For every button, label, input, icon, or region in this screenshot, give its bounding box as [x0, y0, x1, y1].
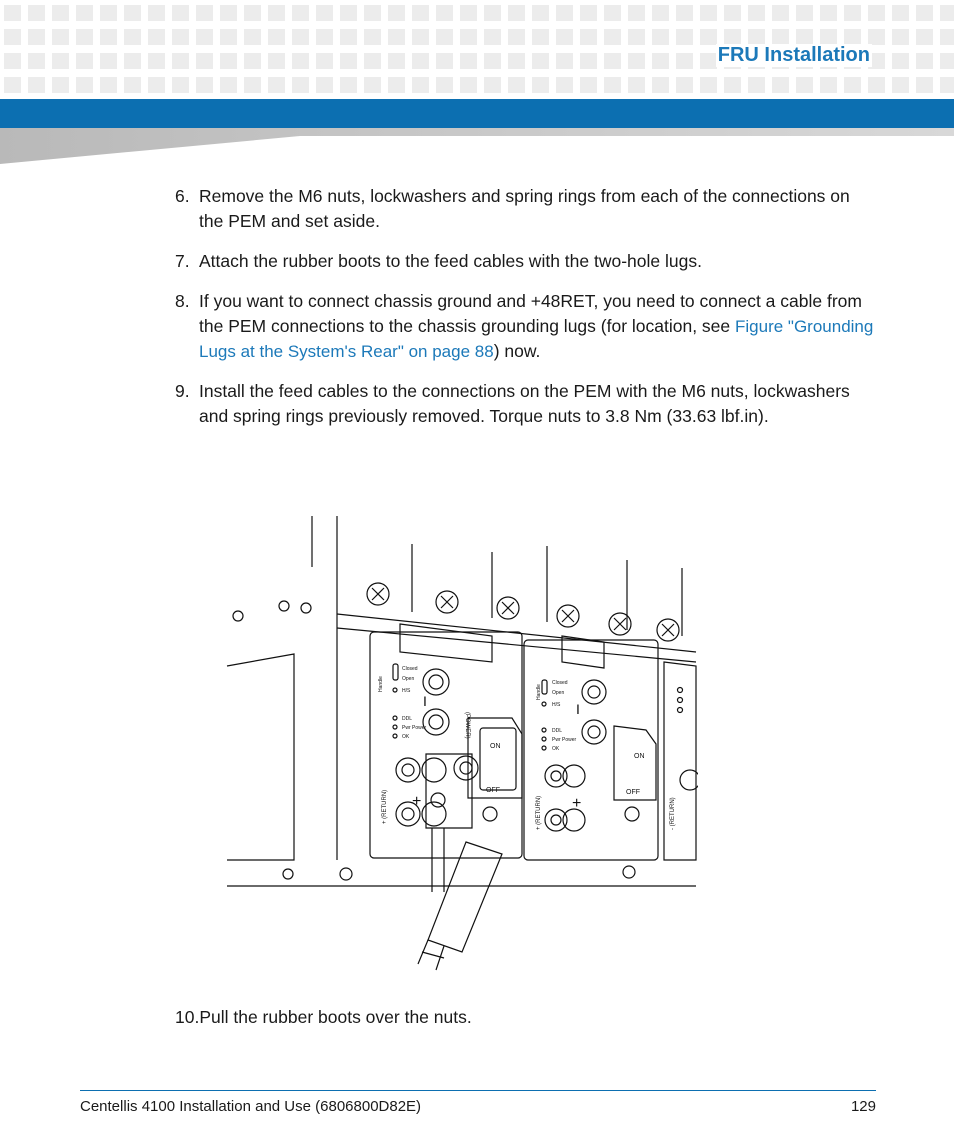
header-tile [76, 29, 93, 45]
header-tile [508, 29, 525, 45]
svg-text:OFF: OFF [626, 789, 640, 796]
header-tile [772, 5, 789, 21]
header-tile [532, 77, 549, 93]
instruction-steps [175, 184, 875, 444]
header-tile [124, 77, 141, 93]
header-tile [28, 29, 45, 45]
header-grey-band [0, 128, 954, 164]
header-tile [652, 5, 669, 21]
footer-page-number: 129 [850, 1098, 876, 1115]
header-tile [604, 29, 621, 45]
header-tile [4, 53, 21, 69]
rubber-boot-cable [418, 828, 502, 970]
header-tile [148, 29, 165, 45]
header-tile [196, 53, 213, 69]
step-text-before: If you want to connect chassis ground and +48RET, you need to connect a cable from the PEM connections to the chassis grounding lugs (for location, see [199, 291, 862, 336]
step-10: 10.Pull the rubber boots over the nuts. [175, 1007, 472, 1027]
header-tile [316, 77, 333, 93]
footer-rule [80, 1090, 876, 1091]
header-tile [772, 77, 789, 93]
header-tile [892, 29, 909, 45]
svg-text:DDL: DDL [552, 728, 563, 734]
header-tile [676, 77, 693, 93]
header-tile [148, 5, 165, 21]
header-tile [532, 5, 549, 21]
header-tile [292, 53, 309, 69]
svg-text:(POWER): (POWER) [464, 712, 470, 739]
header-tile [220, 5, 237, 21]
header-tile [460, 53, 477, 69]
pem-cable-illustration [222, 512, 698, 974]
header-tile [532, 29, 549, 45]
header-tile [916, 53, 933, 69]
header-tile [676, 53, 693, 69]
header-accent-bar [0, 99, 954, 128]
svg-text:OFF: OFF [486, 787, 500, 794]
header-tile [412, 77, 429, 93]
svg-text:Closed: Closed [402, 666, 418, 672]
header-tile [364, 77, 381, 93]
header-tile [172, 77, 189, 93]
header-tile [52, 29, 69, 45]
svg-text:OK: OK [552, 746, 560, 752]
header-tile [28, 77, 45, 93]
header-tile [52, 77, 69, 93]
header-tile [700, 5, 717, 21]
svg-text:+: + [572, 795, 582, 812]
svg-text:Open: Open [552, 690, 565, 696]
header-tile [28, 5, 45, 21]
svg-text:+: + [412, 793, 422, 810]
step-number: 6. [175, 186, 190, 206]
header-tile [892, 53, 909, 69]
svg-text:Pwr Power: Pwr Power [402, 725, 427, 731]
header-tile [340, 77, 357, 93]
header-tile [76, 5, 93, 21]
header-tile [820, 77, 837, 93]
step-8 [175, 289, 875, 364]
svg-text:H/S: H/S [552, 702, 561, 708]
section-title: FRU Installation [717, 44, 870, 66]
header-tile [748, 77, 765, 93]
header-tile [844, 5, 861, 21]
label-handle: Handle [378, 676, 384, 692]
header-tile [844, 29, 861, 45]
header-tile [916, 77, 933, 93]
step-6 [175, 184, 875, 234]
header-tile [676, 29, 693, 45]
header-tile [244, 29, 261, 45]
header-tile [436, 53, 453, 69]
header-tile [364, 53, 381, 69]
header-tile [580, 29, 597, 45]
svg-text:ON: ON [490, 743, 501, 750]
header-tile [484, 29, 501, 45]
header-tile [316, 29, 333, 45]
header-tile [652, 53, 669, 69]
header-tile [436, 29, 453, 45]
header-tile [628, 5, 645, 21]
step-text-after: ) now. [493, 341, 541, 361]
header-tile [580, 77, 597, 93]
header-tile [292, 77, 309, 93]
header-tile [748, 5, 765, 21]
header-tile [292, 29, 309, 45]
header-tile [676, 5, 693, 21]
header-tile [508, 53, 525, 69]
header-tile [4, 5, 21, 21]
header-tile [460, 77, 477, 93]
header-tile [172, 29, 189, 45]
header-tile [484, 5, 501, 21]
header-tile [628, 29, 645, 45]
header-tile [268, 77, 285, 93]
header-tile [868, 77, 885, 93]
header-tile [4, 29, 21, 45]
header-tile [364, 29, 381, 45]
header-tile [388, 5, 405, 21]
header-tile [268, 29, 285, 45]
header-tile [580, 5, 597, 21]
step-7 [175, 249, 875, 274]
header-tile [124, 5, 141, 21]
footer-document-title: Centellis 4100 Installation and Use (6806800D82E) [80, 1098, 422, 1115]
header-tile [364, 5, 381, 21]
header-tile [940, 53, 954, 69]
step-number: 8. [175, 291, 190, 311]
header-tile [148, 53, 165, 69]
header-tile [604, 5, 621, 21]
header-tile [100, 53, 117, 69]
header-tile [556, 77, 573, 93]
header-tile [940, 5, 954, 21]
header-tile [484, 77, 501, 93]
header-tile [76, 77, 93, 93]
svg-text:Handle: Handle [536, 684, 542, 700]
header-tile [748, 29, 765, 45]
step-text: Remove the M6 nuts, lockwashers and spring rings from each of the connections on the PEM and set aside. [199, 186, 850, 231]
header-tile [196, 29, 213, 45]
header-tile [340, 29, 357, 45]
header-tile [556, 29, 573, 45]
header-tile [460, 5, 477, 21]
svg-text:- (RETURN): - (RETURN) [670, 797, 676, 830]
svg-text:DDL: DDL [402, 716, 413, 722]
header-tile [556, 53, 573, 69]
header-tile [124, 29, 141, 45]
header-tile [52, 53, 69, 69]
step-number: 9. [175, 381, 190, 401]
header-tile [724, 77, 741, 93]
header-tile [220, 29, 237, 45]
header-tile [172, 53, 189, 69]
header-tile [436, 77, 453, 93]
step-text: Install the feed cables to the connections on the PEM with the M6 nuts, lockwashers and spring rings previously removed. Torque nuts to 3.8 Nm (33.63 lbf.in). [199, 381, 850, 426]
header-tile [916, 5, 933, 21]
header-tile [916, 29, 933, 45]
header-tile [604, 53, 621, 69]
header-tile [196, 77, 213, 93]
header-tile [628, 77, 645, 93]
header-tile [148, 77, 165, 93]
step-text: Attach the rubber boots to the feed cables with the two-hole lugs. [199, 251, 702, 271]
header-tile [700, 29, 717, 45]
svg-text:Closed: Closed [552, 680, 568, 686]
header-tile [268, 5, 285, 21]
header-tile [244, 5, 261, 21]
header-tile [700, 77, 717, 93]
header-tile [268, 53, 285, 69]
header-tile [844, 77, 861, 93]
svg-text:ON: ON [634, 753, 645, 760]
header-tile [652, 77, 669, 93]
header-tile [868, 29, 885, 45]
svg-text:+ (RETURN): + (RETURN) [536, 795, 542, 830]
header-tile [172, 5, 189, 21]
header-tile [100, 29, 117, 45]
header-tile [652, 29, 669, 45]
header-tile [4, 77, 21, 93]
header-tile [340, 53, 357, 69]
step-9 [175, 379, 875, 429]
header-tile [388, 53, 405, 69]
header-tile [820, 29, 837, 45]
svg-text:Pwr Power: Pwr Power [552, 737, 577, 743]
svg-text:OK: OK [402, 734, 410, 740]
step-number: 7. [175, 251, 190, 271]
header-tile [244, 53, 261, 69]
header-tile [28, 53, 45, 69]
svg-text:I: I [576, 701, 580, 717]
header-tile [412, 29, 429, 45]
header-tile [796, 29, 813, 45]
header-tile [940, 77, 954, 93]
header-tile [724, 5, 741, 21]
header-tile [868, 5, 885, 21]
svg-text:Open: Open [402, 676, 415, 682]
header-tile [796, 77, 813, 93]
figure-reference-link[interactable]: Figure "Grounding Lugs at the System's Rear" on page 88 [199, 317, 874, 361]
header-tile [820, 5, 837, 21]
header-tile [220, 77, 237, 93]
header-tile [292, 5, 309, 21]
header-tile [196, 5, 213, 21]
svg-text:I: I [423, 693, 427, 709]
header-tile [316, 5, 333, 21]
header-tile [580, 53, 597, 69]
header-tile [484, 53, 501, 69]
header-tile [892, 5, 909, 21]
header-tile [244, 77, 261, 93]
header-tile [76, 53, 93, 69]
header-tile [388, 29, 405, 45]
header-tile [340, 5, 357, 21]
header-tile [604, 77, 621, 93]
header-tile [532, 53, 549, 69]
header-tile [388, 77, 405, 93]
header-tile [436, 5, 453, 21]
svg-text:H/S: H/S [402, 688, 411, 694]
header-tile [892, 77, 909, 93]
header-tile [52, 5, 69, 21]
header-tile [508, 77, 525, 93]
header-tile [724, 29, 741, 45]
header-tile [796, 5, 813, 21]
header-tile [412, 53, 429, 69]
header-tile [220, 53, 237, 69]
header-tile [316, 53, 333, 69]
header-tile [940, 29, 954, 45]
svg-text:+ (RETURN): + (RETURN) [382, 789, 388, 824]
header-tile [556, 5, 573, 21]
header-tile [100, 77, 117, 93]
header-tile [124, 53, 141, 69]
header-tile [100, 5, 117, 21]
header-tile [412, 5, 429, 21]
header-tile [700, 53, 717, 69]
header-tile [508, 5, 525, 21]
header-tile [628, 53, 645, 69]
header-tile [772, 29, 789, 45]
header-tile [460, 29, 477, 45]
